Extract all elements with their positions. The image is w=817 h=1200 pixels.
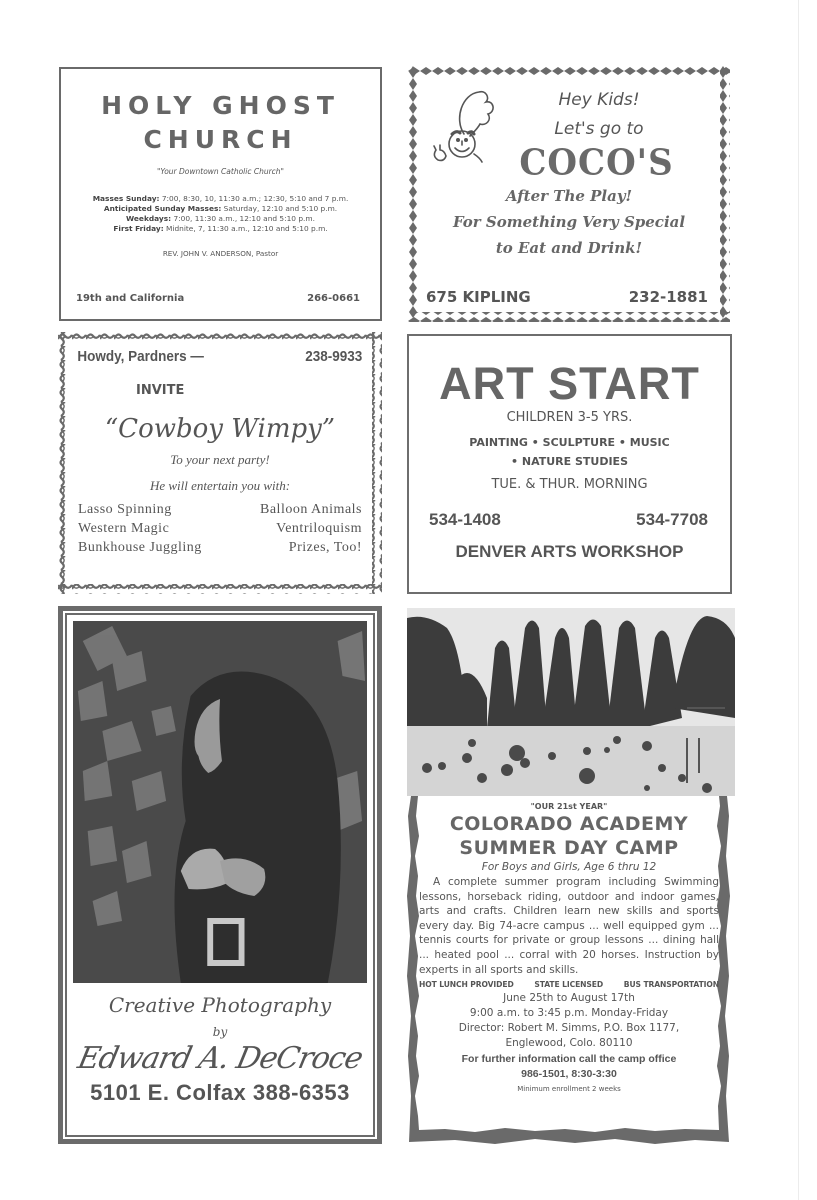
schedule-row bbox=[61, 194, 380, 204]
mass-schedule bbox=[61, 194, 380, 234]
cocos-phone: 232-1881 bbox=[628, 288, 708, 306]
camp-title-line1: COLORADO ACADEMY bbox=[449, 813, 689, 835]
cocos-logo: COCO'S bbox=[519, 142, 674, 184]
schedule-label: Masses Sunday: bbox=[92, 194, 160, 203]
camp-pool-photo bbox=[407, 608, 735, 796]
act-item: Prizes, Too! bbox=[288, 540, 362, 555]
wimpy-greeting: Howdy, Pardners — bbox=[77, 348, 204, 365]
photography-address-phone: 5101 E. Colfax 388-6353 bbox=[90, 1080, 350, 1105]
church-phone: 266-0661 bbox=[307, 293, 360, 304]
camp-body-text: A complete summer program including Swimming lessons, horseback riding, outdoor and indoor games, arts and crafts. Children learn new skills and sports every day. Big 74-acre campus ... well equipped gym ... tennis courts for private or group lessons ... dining hall ... heated pool ... corral with 20 horses. Instruction by experts in all sports and skills. bbox=[419, 876, 719, 976]
cocos-ad bbox=[408, 66, 730, 322]
summer-camp-ad bbox=[405, 796, 733, 1146]
camp-year: "OUR 21st YEAR" bbox=[530, 802, 608, 811]
schedule-row bbox=[61, 214, 380, 224]
schedule-label: Anticipated Sunday Masses: bbox=[103, 204, 222, 213]
schedule-label: First Friday: bbox=[113, 224, 164, 233]
cocos-hey-kids: Hey Kids! bbox=[558, 90, 640, 110]
church-address: 19th and California bbox=[76, 293, 185, 304]
act-item: Bunkhouse Juggling bbox=[78, 540, 202, 555]
camp-description bbox=[419, 875, 719, 977]
photographer-signature: Edward A. DeCroce bbox=[74, 1041, 366, 1076]
cocos-address: 675 KIPLING bbox=[426, 288, 531, 306]
photography-ad bbox=[58, 606, 382, 1144]
schedule-value: Saturday, 12:10 and 5:10 p.m. bbox=[221, 204, 338, 213]
wimpy-invite: INVITE bbox=[136, 383, 185, 398]
cocos-lets-go: Let's go to bbox=[554, 119, 644, 139]
feature-item: BUS TRANSPORTATION bbox=[623, 980, 719, 990]
artstart-phone-1: 534-1408 bbox=[429, 510, 501, 529]
church-tagline: "Your Downtown Catholic Church" bbox=[156, 167, 284, 176]
camp-title-line2: SUMMER DAY CAMP bbox=[459, 837, 679, 859]
subjects-line: • NATURE STUDIES bbox=[511, 455, 628, 468]
artstart-phone-2: 534-7708 bbox=[636, 510, 708, 529]
pool-illustration bbox=[407, 608, 735, 796]
art-start-ad bbox=[407, 334, 732, 594]
photography-caption bbox=[67, 993, 373, 1106]
camp-features bbox=[419, 980, 719, 989]
church-ad bbox=[59, 67, 382, 321]
schedule-label: Weekdays: bbox=[126, 214, 172, 223]
feature-item: STATE LICENSED bbox=[534, 980, 604, 990]
creative-photography: Creative Photography bbox=[108, 993, 332, 1017]
act-item: Balloon Animals bbox=[260, 502, 362, 517]
church-footer bbox=[61, 293, 380, 304]
artstart-age: CHILDREN 3-5 YRS. bbox=[506, 410, 633, 425]
wimpy-entertain: He will entertain you with: bbox=[149, 478, 291, 493]
cocos-after-play: After The Play! bbox=[505, 187, 633, 205]
page-edge bbox=[798, 0, 799, 1200]
cocos-footer bbox=[426, 288, 708, 306]
wimpy-party: To your next party! bbox=[170, 452, 270, 467]
schedule-row bbox=[61, 204, 380, 214]
artstart-phones bbox=[409, 510, 730, 530]
cocos-special: For Something Very Special bbox=[452, 213, 686, 231]
camp-hours: 9:00 a.m. to 3:45 p.m. Monday-Friday bbox=[469, 1007, 669, 1020]
camp-city: Englewood, Colo. 80110 bbox=[505, 1037, 633, 1050]
camp-contact bbox=[419, 1052, 719, 1082]
subjects-line: PAINTING • SCULPTURE • MUSIC bbox=[469, 436, 670, 449]
wimpy-header bbox=[72, 348, 368, 365]
schedule-row bbox=[61, 224, 380, 234]
cowboy-wimpy-ad bbox=[58, 332, 382, 594]
camp-cta: For further information call the camp office bbox=[461, 1053, 677, 1066]
portrait-illustration bbox=[73, 621, 367, 983]
act-item: Lasso Spinning bbox=[78, 502, 172, 517]
photography-by: by bbox=[212, 1025, 228, 1039]
artstart-days: TUE. & THUR. MORNING bbox=[491, 477, 648, 492]
schedule-value: Midnite, 7, 11:30 a.m., 12:10 and 5:10 p.m. bbox=[163, 224, 328, 233]
schedule-value: 7:00, 8:30, 10, 11:30 a.m.; 12:30, 5:10 and 7 p.m. bbox=[159, 194, 349, 203]
camp-ages: For Boys and Girls, Age 6 thru 12 bbox=[481, 861, 657, 873]
act-item: Western Magic bbox=[78, 521, 170, 536]
schedule-value: 7:00, 11:30 a.m., 12:10 and 5:10 p.m. bbox=[171, 214, 315, 223]
wimpy-name: “Cowboy Wimpy” bbox=[104, 414, 336, 444]
artstart-subjects bbox=[409, 433, 730, 471]
camp-director: Director: Robert M. Simms, P.O. Box 1177, bbox=[458, 1022, 680, 1035]
camp-schedule bbox=[419, 991, 719, 1051]
artstart-title: ART START bbox=[439, 358, 700, 409]
church-title-line1: HOLY GHOST bbox=[101, 91, 340, 120]
cocos-eat-drink: to Eat and Drink! bbox=[495, 239, 643, 257]
feature-item: HOT LUNCH PROVIDED bbox=[419, 980, 514, 990]
portrait-photo bbox=[73, 621, 367, 983]
camp-minimum: Minimum enrollment 2 weeks bbox=[517, 1085, 621, 1094]
church-title-line2: CHURCH bbox=[143, 125, 298, 154]
artstart-org: DENVER ARTS WORKSHOP bbox=[455, 542, 684, 561]
wimpy-acts-list bbox=[72, 500, 368, 557]
church-pastor: REV. JOHN V. ANDERSON, Pastor bbox=[162, 249, 279, 258]
camp-dates: June 25th to August 17th bbox=[503, 992, 635, 1005]
wimpy-phone: 238-9933 bbox=[305, 348, 363, 365]
camp-phone: 986-1501, 8:30-3:30 bbox=[521, 1068, 617, 1081]
act-item: Ventriloquism bbox=[276, 521, 362, 536]
